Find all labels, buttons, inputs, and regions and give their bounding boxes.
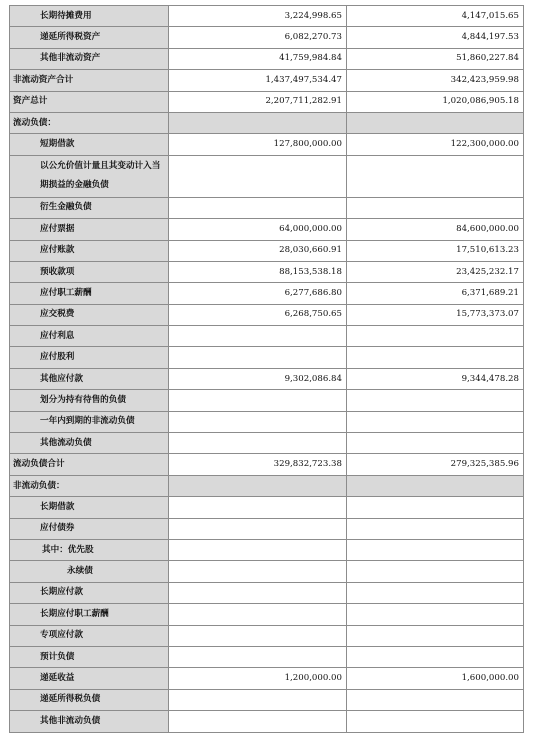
prior-value <box>347 689 524 710</box>
table-row <box>10 134 524 155</box>
table-row <box>10 197 524 218</box>
row-label: 其他流动负债 <box>10 433 169 454</box>
prior-value <box>347 326 524 347</box>
prior-value: 6,371,689.21 <box>347 283 524 304</box>
prior-value <box>347 347 524 368</box>
row-label: 应交税费 <box>10 304 169 325</box>
prior-value: 23,425,232.17 <box>347 261 524 282</box>
prior-value: 4,147,015.65 <box>347 6 524 27</box>
prior-value <box>347 646 524 667</box>
prior-value: 51,860,227.84 <box>347 48 524 69</box>
prior-value <box>347 539 524 560</box>
current-value: 1,437,497,534.47 <box>169 70 347 91</box>
row-label: 其他非流动负债 <box>10 711 169 732</box>
current-value <box>169 197 347 218</box>
prior-value: 342,423,959.98 <box>347 70 524 91</box>
current-value: 6,277,686.80 <box>169 283 347 304</box>
current-value <box>169 518 347 539</box>
table-row <box>10 240 524 261</box>
table-row <box>10 604 524 625</box>
row-label: 递延所得税资产 <box>10 27 169 48</box>
current-value <box>169 604 347 625</box>
current-value <box>169 539 347 560</box>
current-value: 41,759,984.84 <box>169 48 347 69</box>
current-value: 1,200,000.00 <box>169 668 347 689</box>
row-label: 应付票据 <box>10 219 169 240</box>
section-header-current-liabilities: 流动负债： <box>10 112 169 133</box>
table-row <box>10 625 524 646</box>
table-row <box>10 390 524 411</box>
table-row <box>10 347 524 368</box>
table-row <box>10 582 524 603</box>
table-row <box>10 668 524 689</box>
prior-value <box>347 582 524 603</box>
table-row <box>10 539 524 560</box>
current-value <box>169 711 347 732</box>
row-label: 一年内到期的非流动负债 <box>10 411 169 432</box>
prior-value <box>347 390 524 411</box>
row-label: 长期应付职工薪酬 <box>10 604 169 625</box>
prior-value <box>347 433 524 454</box>
row-label: 应付债券 <box>10 518 169 539</box>
row-label: 其他应付款 <box>10 368 169 389</box>
current-value: 28,030,660.91 <box>169 240 347 261</box>
row-label: 预计负债 <box>10 646 169 667</box>
row-label: 其中：优先股 <box>10 539 169 560</box>
row-label: 递延所得税负债 <box>10 689 169 710</box>
row-label: 预收款项 <box>10 261 169 282</box>
row-label: 永续债 <box>10 561 169 582</box>
prior-value <box>347 155 524 197</box>
table-row <box>10 433 524 454</box>
table-row <box>10 454 524 475</box>
current-value: 329,832,723.38 <box>169 454 347 475</box>
current-value: 6,268,750.65 <box>169 304 347 325</box>
current-value <box>169 497 347 518</box>
section-header-row <box>10 112 524 133</box>
row-label: 长期待摊费用 <box>10 6 169 27</box>
current-value <box>169 155 347 197</box>
prior-value <box>347 112 524 133</box>
prior-value <box>347 411 524 432</box>
table-row <box>10 261 524 282</box>
table-row <box>10 326 524 347</box>
current-value <box>169 347 347 368</box>
table-row <box>10 689 524 710</box>
current-value: 88,153,538.18 <box>169 261 347 282</box>
row-label: 应付职工薪酬 <box>10 283 169 304</box>
row-label: 流动负债合计 <box>10 454 169 475</box>
current-value <box>169 625 347 646</box>
current-value <box>169 433 347 454</box>
current-value <box>169 689 347 710</box>
table-row <box>10 368 524 389</box>
current-value <box>169 390 347 411</box>
table-row <box>10 48 524 69</box>
row-label: 专项应付款 <box>10 625 169 646</box>
row-label: 长期借款 <box>10 497 169 518</box>
prior-value <box>347 604 524 625</box>
current-value <box>169 475 347 496</box>
table-row <box>10 283 524 304</box>
prior-value: 279,325,385.96 <box>347 454 524 475</box>
prior-value: 1,020,086,905.18 <box>347 91 524 112</box>
current-value: 9,302,086.84 <box>169 368 347 389</box>
prior-value: 122,300,000.00 <box>347 134 524 155</box>
row-label: 递延收益 <box>10 668 169 689</box>
table-row <box>10 155 524 197</box>
current-value <box>169 326 347 347</box>
row-label: 应付利息 <box>10 326 169 347</box>
prior-value <box>347 561 524 582</box>
table-row <box>10 561 524 582</box>
prior-value: 9,344,478.28 <box>347 368 524 389</box>
section-header-row <box>10 475 524 496</box>
row-label: 应付股利 <box>10 347 169 368</box>
table-row <box>10 27 524 48</box>
prior-value <box>347 497 524 518</box>
current-value <box>169 561 347 582</box>
table-row <box>10 411 524 432</box>
current-value <box>169 582 347 603</box>
current-value: 64,000,000.00 <box>169 219 347 240</box>
current-value: 6,082,270.73 <box>169 27 347 48</box>
table-row <box>10 646 524 667</box>
table-row <box>10 91 524 112</box>
prior-value: 4,844,197.53 <box>347 27 524 48</box>
table-row <box>10 304 524 325</box>
table-row <box>10 70 524 91</box>
row-label: 资产总计 <box>10 91 169 112</box>
prior-value <box>347 475 524 496</box>
row-label: 衍生金融负债 <box>10 197 169 218</box>
current-value: 3,224,998.65 <box>169 6 347 27</box>
table-row <box>10 6 524 27</box>
prior-value: 1,600,000.00 <box>347 668 524 689</box>
row-label: 划分为持有待售的负债 <box>10 390 169 411</box>
prior-value <box>347 625 524 646</box>
section-header-non-current-liabilities: 非流动负债： <box>10 475 169 496</box>
prior-value <box>347 197 524 218</box>
prior-value: 15,773,373.07 <box>347 304 524 325</box>
current-value <box>169 646 347 667</box>
current-value: 127,800,000.00 <box>169 134 347 155</box>
balance-sheet-table <box>9 5 524 733</box>
prior-value: 84,600,000.00 <box>347 219 524 240</box>
current-value <box>169 112 347 133</box>
prior-value <box>347 518 524 539</box>
row-label: 其他非流动资产 <box>10 48 169 69</box>
row-label: 短期借款 <box>10 134 169 155</box>
table-row <box>10 497 524 518</box>
table-row <box>10 219 524 240</box>
current-value <box>169 411 347 432</box>
table-row <box>10 711 524 732</box>
current-value: 2,207,711,282.91 <box>169 91 347 112</box>
prior-value <box>347 711 524 732</box>
table-row <box>10 518 524 539</box>
prior-value: 17,510,613.23 <box>347 240 524 261</box>
row-label: 非流动资产合计 <box>10 70 169 91</box>
row-label: 以公允价值计量且其变动计入当期损益的金融负债 <box>10 155 169 197</box>
row-label: 应付账款 <box>10 240 169 261</box>
row-label: 长期应付款 <box>10 582 169 603</box>
